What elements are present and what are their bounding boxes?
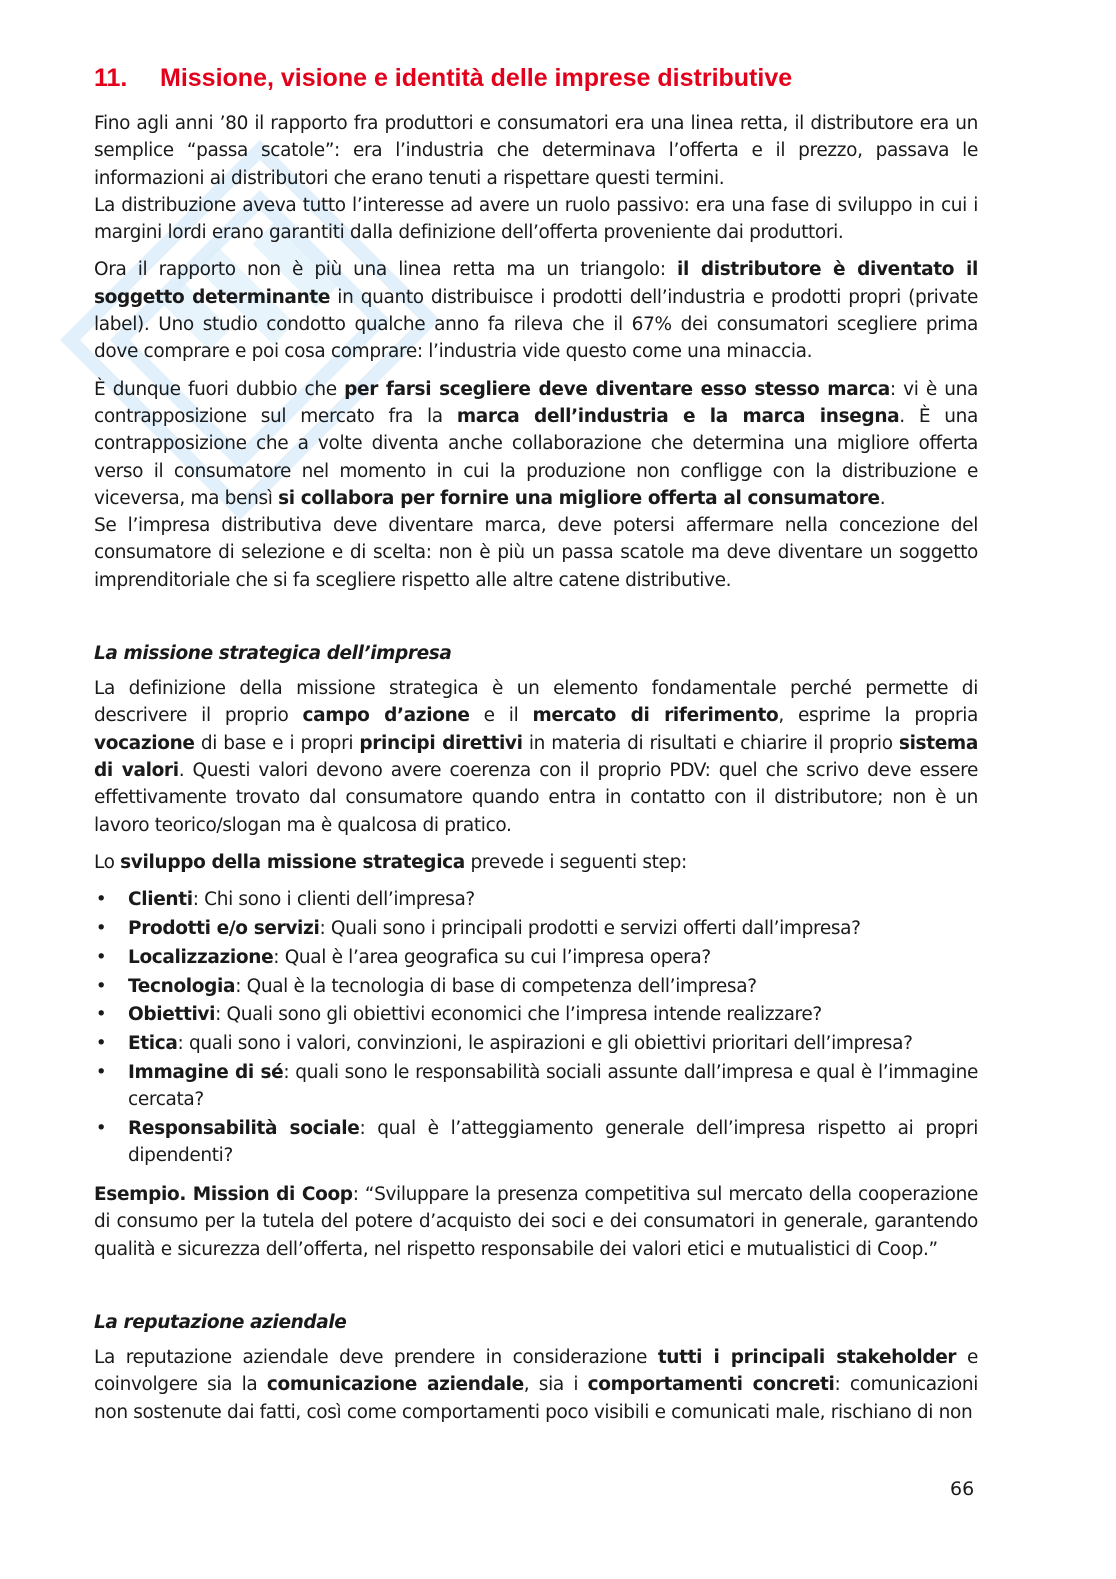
- list-item: • Prodotti e/o servizi: Quali sono i principali prodotti e servizi offerti dall’impresa?: [95, 917, 861, 939]
- reputation-section-title: La reputazione aziendale: [94, 1311, 347, 1333]
- intro-paragraph-1: Fino agli anni ’80 il rapporto fra produttori e consumatori era una linea retta, il distributore era un semplice “passa scatole”: era l’industria che determinava l’offerta e il prezzo, passava le informazioni ai distributori che erano tenuti a rispettare questi termini.: [94, 113, 978, 189]
- list-item: • Localizzazione: Qual è l’area geografica su cui l’impresa opera?: [95, 946, 711, 968]
- reputation-paragraph-1: La reputazione aziendale deve prendere in considerazione tutti i principali stakeholder e coinvolgere sia la comunicazione aziendale, sia i comportamenti concreti: comunicazioni non sostenute dai fatti, così come comportamenti poco visibili e comunicati male, rischiano di non: [94, 1346, 978, 1423]
- chapter-title: Missione, visione e identità delle imprese distributive: [160, 64, 793, 92]
- intro-paragraph-4: È dunque fuori dubbio che per farsi scegliere deve diventare esso stesso marca: vi è una contrapposizione sul mercato fra la marca dell’industria e la marca insegna. È una contrapposizione che a volte diventa anche collaborazione che determina una migliore offerta verso il consumatore nel momento in cui la produzione non confligge con la distribuzione e viceversa, ma bensì si collabora per fornire una migliore offerta al consumatore.: [94, 378, 979, 509]
- list-item: • Etica: quali sono i valori, convinzioni, le aspirazioni e gli obiettivi prioritari dell’impresa?: [95, 1033, 913, 1055]
- list-item: • Responsabilità sociale: qual è l’atteggiamento generale dell’impresa rispetto ai propri dipendenti?: [95, 1118, 978, 1167]
- list-item: • Immagine di sé: quali sono le responsabilità sociali assunte dall’impresa e qual è l’immagine cercata?: [95, 1061, 978, 1111]
- list-item: • Obiettivi: Quali sono gli obiettivi economici che l’impresa intende realizzare?: [95, 1004, 822, 1026]
- mission-paragraph-1: La definizione della missione strategica è un elemento fondamentale perché permette di descrivere il proprio campo d’azione e il mercato di riferimento, esprime la propria vocazione di base e i propri principi direttivi in materia di risultati e chiarire il proprio sistema di valori. Questi valori devono avere coerenza con il proprio PDV: quel che scrivo deve essere effettivamente trovato dal consumatore quando entra in contatto con il distributore; non è un lavoro teorico/slogan ma è qualcosa di pratico.: [94, 678, 979, 836]
- mission-paragraph-2: Lo sviluppo della missione strategica prevede i seguenti step:: [94, 851, 687, 873]
- intro-paragraph-5: Se l’impresa distributiva deve diventare marca, deve potersi affermare nella concezione del consumatore di selezione e di scelta: non è più un passa scatole ma deve diventare un soggetto imprenditoriale che si fa scegliere rispetto alle altre catene distributive.: [94, 515, 978, 591]
- coop-mission-example: Esempio. Mission di Coop: “Sviluppare la presenza competitiva sul mercato della cooperazione di consumo per la tutela del potere d’acquisto dei soci e dei consumatori in generale, garantendo qualità e sicurezza dell’offerta, nel rispetto responsabile dei valori etici e mutualistici di Coop.”: [94, 1184, 978, 1260]
- page-content: [94, 60, 978, 1426]
- chapter-heading: [94, 60, 978, 96]
- intro-paragraph-2: La distribuzione aveva tutto l’interesse ad avere un ruolo passivo: era una fase di sviluppo in cui i margini lordi erano garantiti dalla definizione dell’offerta proveniente dai produttori.: [94, 194, 978, 244]
- mission-section-title: La missione strategica dell’impresa: [94, 643, 452, 665]
- list-item: • Tecnologia: Qual è la tecnologia di base di competenza dell’impresa?: [95, 975, 757, 997]
- page-number: 66: [950, 1478, 975, 1500]
- mission-steps-list: [94, 886, 978, 1169]
- chapter-number: 11.: [94, 64, 128, 92]
- list-item: • Clienti: Chi sono i clienti dell’impresa?: [95, 889, 475, 911]
- intro-paragraph-3: Ora il rapporto non è più una linea retta ma un triangolo: il distributore è diventato il soggetto determinante in quanto distribuisce i prodotti dell’industria e prodotti propri (private label). Uno studio condotto qualche anno fa rileva che il 67% dei consumatori scegliere prima dove comprare e poi cosa comprare: l’industria vide questo come una minaccia.: [94, 259, 978, 363]
